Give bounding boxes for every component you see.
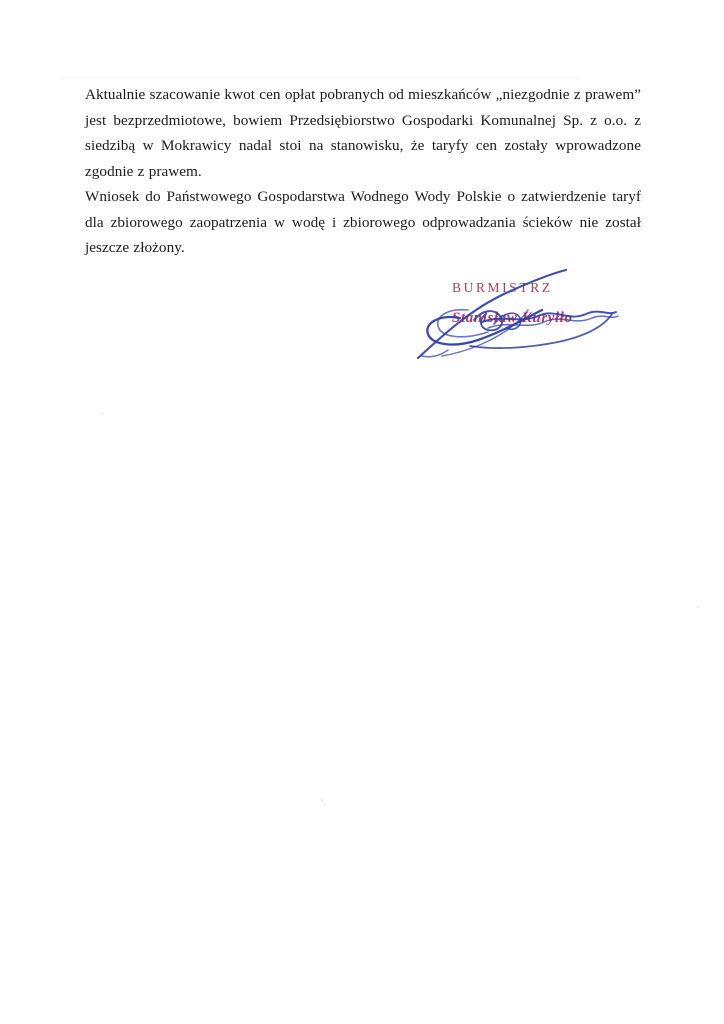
signature-block [408,266,628,362]
scan-artifact-speck [101,413,103,415]
scan-artifact-line [60,77,580,78]
stamp-title-burmistrz: BURMISTRZ [452,280,553,295]
scan-artifact-speck [321,799,323,802]
paragraph-1: Aktualnie szacowanie kwot cen opłat pobranych od mieszkańców „niezgodnie z prawem” jest bezprzedmiotowe, bowiem Przedsiębiorstwo Gospodarki Komunalnej Sp. z o.o. z siedzibą w Mokrawicy nadal stoi na stanowisku, że taryfy cen zostały wprowadzone zgodnie z prawem. [85,86,641,180]
stamp-name-signatory: Stanisław Kuryłło [452,310,573,326]
scan-artifact-speck [697,606,699,608]
document-body [85,82,641,261]
official-stamp [408,266,628,362]
scan-artifact-speck [324,804,326,806]
paragraph-2: Wniosek do Państwowego Gospodarstwa Wodnego Wody Polskie o zatwierdzenie taryf dla zbiorowego zaopatrzenia w wodę i zbiorowego odprowadzania ścieków nie został jeszcze złożony. [85,188,641,256]
